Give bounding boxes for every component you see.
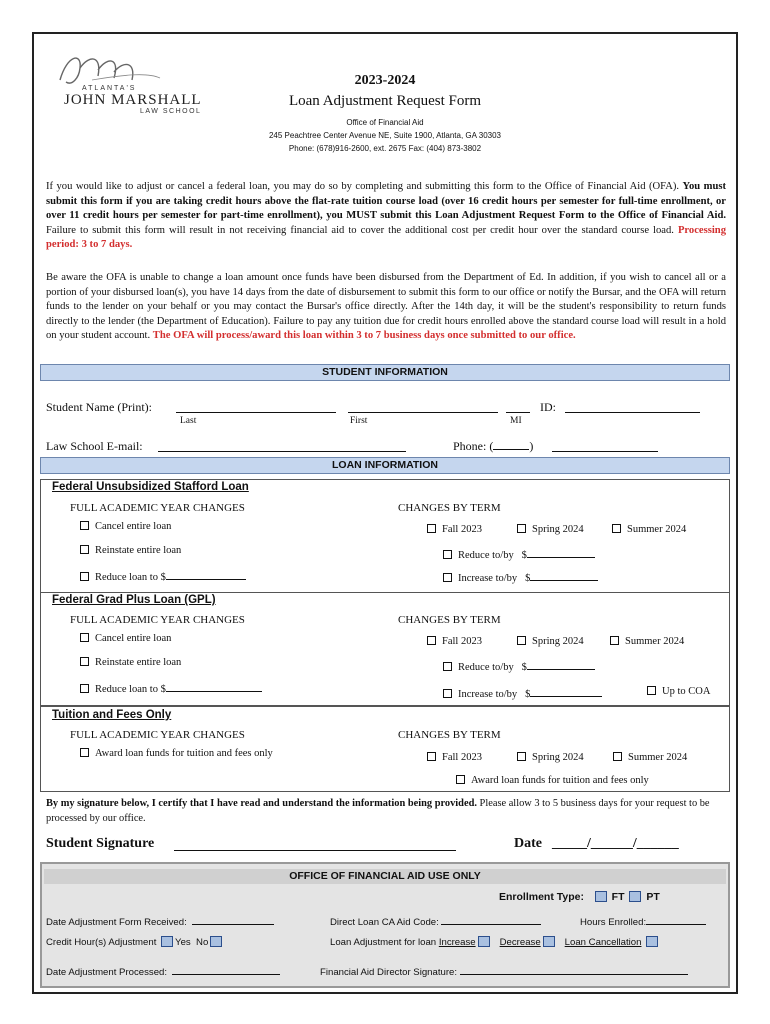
- gpl-fall-option[interactable]: Fall 2023: [427, 636, 482, 647]
- date-processed-field[interactable]: [172, 964, 280, 975]
- tuition-fall-option[interactable]: Fall 2023: [427, 752, 482, 763]
- unsub-full-year-heading: FULL ACADEMIC YEAR CHANGES: [70, 502, 245, 514]
- tuition-by-term-heading: CHANGES BY TERM: [398, 729, 501, 741]
- checkbox-icon[interactable]: [647, 686, 656, 695]
- unsub-reinstate-option[interactable]: Reinstate entire loan: [80, 545, 181, 556]
- checkbox-icon[interactable]: [427, 636, 436, 645]
- checkbox-icon[interactable]: [80, 521, 89, 530]
- tuition-spring-option[interactable]: Spring 2024: [517, 752, 584, 763]
- checkbox-icon[interactable]: [443, 573, 452, 582]
- unsubsidized-loan-title: Federal Unsubsidized Stafford Loan: [52, 481, 249, 493]
- hours-enrolled-row: Hours Enrolled:: [580, 914, 706, 928]
- checkbox-icon[interactable]: [517, 752, 526, 761]
- id-label: ID:: [540, 400, 556, 414]
- unsub-spring-option[interactable]: Spring 2024: [517, 524, 584, 535]
- student-name-label: Student Name (Print):: [46, 400, 152, 414]
- date-label: Date: [514, 836, 542, 851]
- checkbox-icon[interactable]: [427, 752, 436, 761]
- credit-hours-row: Credit Hour(s) Adjustment Yes No: [46, 936, 224, 948]
- last-caption: Last: [180, 416, 197, 426]
- tuition-award-term-option[interactable]: Award loan funds for tuition and fees only: [456, 775, 649, 786]
- form-title: Loan Adjustment Request Form: [288, 93, 482, 109]
- tuition-fees-title: Tuition and Fees Only: [52, 709, 172, 721]
- director-signature-row: Financial Aid Director Signature:: [320, 964, 688, 978]
- first-name-field[interactable]: [348, 412, 498, 413]
- tuition-award-option[interactable]: Award loan funds for tuition and fees only: [80, 748, 273, 759]
- student-information-bar: STUDENT INFORMATION: [40, 364, 730, 381]
- unsub-cancel-option[interactable]: Cancel entire loan: [80, 521, 171, 532]
- checkbox-icon[interactable]: [456, 775, 465, 784]
- certification-text: By my signature below, I certify that I have read and understand the information being provided. Please allow 3 to 5 business days for your request to be processed by our office.: [46, 798, 710, 824]
- mi-caption: MI: [510, 416, 522, 426]
- director-signature-field[interactable]: [460, 964, 688, 975]
- email-field[interactable]: [158, 451, 406, 452]
- unsub-reduce-by-option[interactable]: Reduce to/by $: [443, 547, 595, 561]
- gpl-increase-by-option[interactable]: Increase to/by $: [443, 686, 602, 700]
- unsub-fall-option[interactable]: Fall 2023: [427, 524, 482, 535]
- checkbox-icon[interactable]: [517, 636, 526, 645]
- checkbox-icon[interactable]: [80, 748, 89, 757]
- credit-no-checkbox[interactable]: [210, 936, 222, 947]
- phone-area-code-field[interactable]: [493, 439, 529, 450]
- logo-law-school: LAW SCHOOL: [140, 108, 202, 115]
- email-label: Law School E-mail:: [46, 439, 143, 453]
- checkbox-icon[interactable]: [80, 633, 89, 642]
- unsub-increase-by-option[interactable]: Increase to/by $: [443, 570, 598, 584]
- checkbox-icon[interactable]: [443, 689, 452, 698]
- gpl-reinstate-option[interactable]: Reinstate entire loan: [80, 657, 181, 668]
- intro-paragraph-1: If you would like to adjust or cancel a federal loan, you may do so by completing and submitting this form to the Office of Financial Aid (OFA). You must submit this form if you are taking credit hours above the flat-rate tuition course load (over 16 credit hours per semester for full-time enrollment, or over 11 credit hours per semester for part-time enrollment), you MUST submit this Loan Adjustment Request Form to the Office of Financial Aid. Failure to submit this form will result in not receiving financial aid to cover the additional cost per credit hour over the standard course load. Processing period: 3 to 7 days.: [46, 181, 726, 250]
- checkbox-icon[interactable]: [612, 524, 621, 533]
- date-received-field[interactable]: [192, 914, 274, 925]
- middle-initial-field[interactable]: [506, 412, 530, 413]
- gpl-cancel-option[interactable]: Cancel entire loan: [80, 633, 171, 644]
- gpl-reduce-by-amount-field[interactable]: [527, 659, 595, 670]
- phone-label: Phone: ( ): [453, 439, 534, 453]
- ft-checkbox[interactable]: [595, 891, 607, 902]
- checkbox-icon[interactable]: [610, 636, 619, 645]
- grad-plus-loan-title: Federal Grad Plus Loan (GPL): [52, 594, 216, 606]
- pt-checkbox[interactable]: [629, 891, 641, 902]
- office-name: Office of Financial Aid: [346, 118, 424, 127]
- logo-john-marshall: JOHN MARSHALL: [64, 92, 202, 108]
- cancellation-checkbox[interactable]: [646, 936, 658, 947]
- date-received-row: Date Adjustment Form Received:: [46, 914, 274, 928]
- unsub-summer-option[interactable]: Summer 2024: [612, 524, 686, 535]
- gpl-increase-by-amount-field[interactable]: [530, 686, 602, 697]
- gpl-upto-coa-option[interactable]: Up to COA: [647, 686, 710, 697]
- office-use-bar: OFFICE OF FINANCIAL AID USE ONLY: [44, 869, 726, 884]
- unsub-reduce-option[interactable]: Reduce loan to $: [80, 569, 246, 583]
- date-processed-row: Date Adjustment Processed:: [46, 964, 280, 978]
- logo-atlantas: ATLANTA'S: [82, 85, 137, 92]
- last-name-field[interactable]: [176, 412, 336, 413]
- student-signature-field[interactable]: [174, 850, 456, 851]
- loan-information-bar: LOAN INFORMATION: [40, 457, 730, 474]
- checkbox-icon[interactable]: [80, 657, 89, 666]
- direct-loan-code-row: Direct Loan CA Aid Code:: [330, 914, 541, 928]
- signature-date-field[interactable]: _____/______/______: [552, 836, 679, 851]
- checkbox-icon[interactable]: [80, 545, 89, 554]
- checkbox-icon[interactable]: [443, 550, 452, 559]
- loan-adjustment-row: Loan Adjustment for loan Increase Decrease Loan Cancellation: [330, 936, 660, 948]
- gpl-reduce-option[interactable]: Reduce loan to $: [80, 681, 262, 695]
- credit-yes-checkbox[interactable]: [161, 936, 173, 947]
- checkbox-icon[interactable]: [613, 752, 622, 761]
- gpl-spring-option[interactable]: Spring 2024: [517, 636, 584, 647]
- checkbox-icon[interactable]: [517, 524, 526, 533]
- intro-paragraph-2: Be aware the OFA is unable to change a loan amount once funds have been disbursed from the Department of Ed. In addition, if you wish to cancel all or a portion of your disbursed loan(s), you have 14 days from the date of disbursement to submit this form to our office or notify the Bursar, and the OFA will return funds to the lender on your behalf or you may contact the Bursar's office directly. After the 14th day, it will be the student's responsibility to return funds directly to the lender (the Department of Education). Failure to pay any tuition due for credit hours enrolled above the standard course load will result in a hold on your student account. The OFA will process/award this loan within 3 to 7 business days once submitted to our office.: [46, 272, 726, 341]
- unsub-by-term-heading: CHANGES BY TERM: [398, 502, 501, 514]
- checkbox-icon[interactable]: [80, 572, 89, 581]
- student-signature-label: Student Signature: [46, 836, 155, 851]
- first-caption: First: [350, 416, 368, 426]
- office-phone: Phone: (678)916-2600, ext. 2675 Fax: (404) 873-3802: [288, 144, 482, 153]
- office-address: 245 Peachtree Center Avenue NE, Suite 1900, Atlanta, GA 30303: [268, 131, 502, 140]
- hours-enrolled-field[interactable]: [646, 914, 706, 925]
- increase-checkbox[interactable]: [478, 936, 490, 947]
- checkbox-icon[interactable]: [80, 684, 89, 693]
- gpl-reduce-by-option[interactable]: Reduce to/by $: [443, 659, 595, 673]
- checkbox-icon[interactable]: [443, 662, 452, 671]
- decrease-checkbox[interactable]: [543, 936, 555, 947]
- unsub-reduce-by-amount-field[interactable]: [527, 547, 595, 558]
- phone-number-field[interactable]: [552, 451, 658, 452]
- enrollment-type-row: Enrollment Type: FT PT: [499, 891, 660, 903]
- checkbox-icon[interactable]: [427, 524, 436, 533]
- tuition-full-year-heading: FULL ACADEMIC YEAR CHANGES: [70, 729, 245, 741]
- gpl-full-year-heading: FULL ACADEMIC YEAR CHANGES: [70, 614, 245, 626]
- unsub-reduce-amount-field[interactable]: [166, 569, 246, 580]
- gpl-reduce-amount-field[interactable]: [166, 681, 262, 692]
- gpl-by-term-heading: CHANGES BY TERM: [398, 614, 501, 626]
- unsub-increase-by-amount-field[interactable]: [530, 570, 598, 581]
- gpl-summer-option[interactable]: Summer 2024: [610, 636, 684, 647]
- student-id-field[interactable]: [565, 412, 700, 413]
- direct-loan-code-field[interactable]: [441, 914, 541, 925]
- form-year: 2023-2024: [354, 73, 416, 88]
- tuition-summer-option[interactable]: Summer 2024: [613, 752, 687, 763]
